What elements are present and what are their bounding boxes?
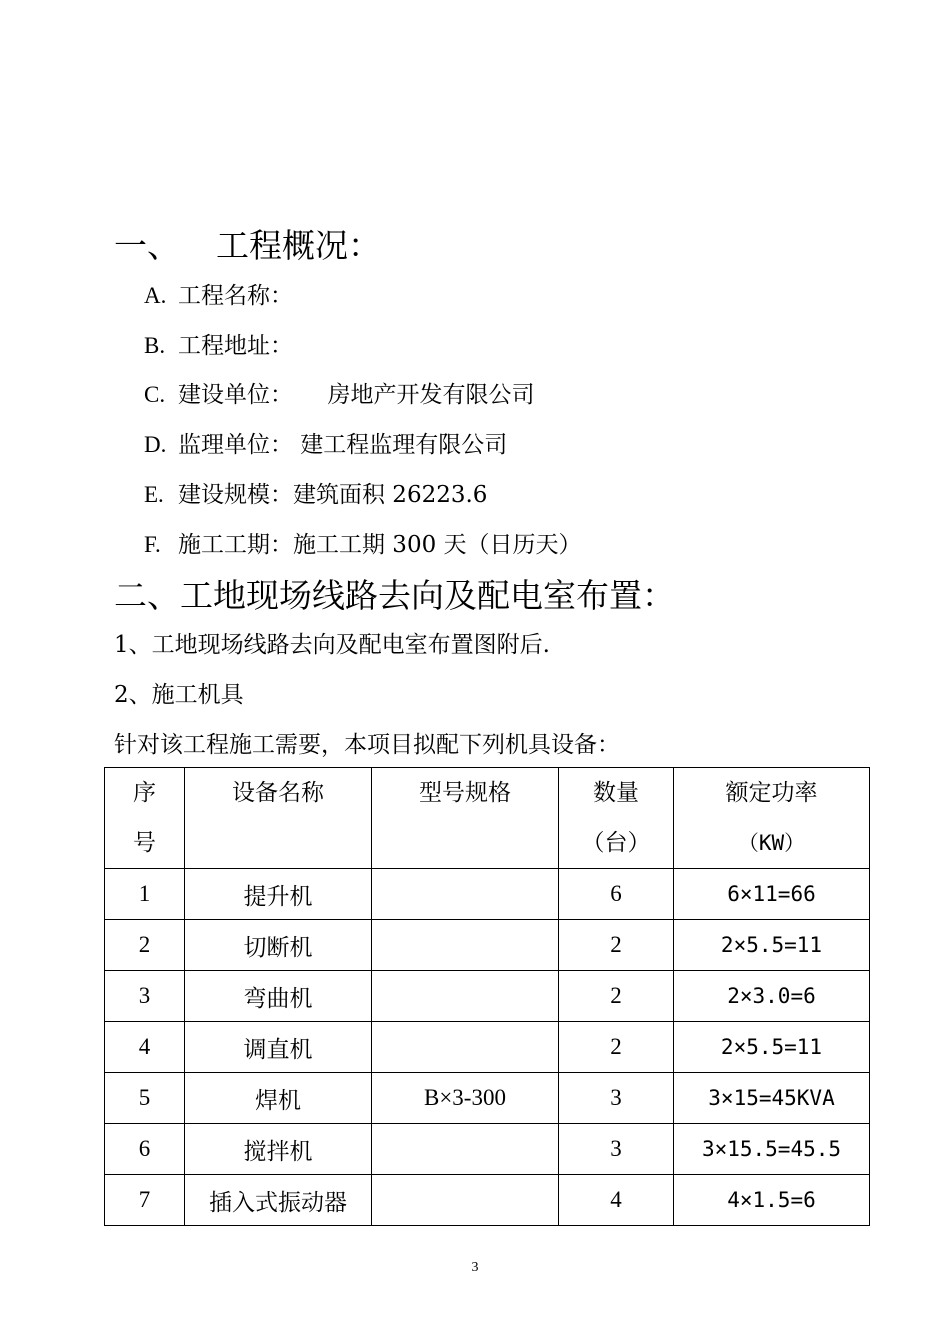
scale-line: E. 建设规模：建筑面积 26223.6 [144,482,488,508]
equipment-table [104,767,870,1226]
header-name: 设备名称 [185,768,372,869]
project-address-line: B. 工程地址： [144,333,293,359]
machinery-intro: 针对该工程施工需要，本项目拟配下列机具设备： [114,732,620,758]
section1-heading [114,226,381,266]
supervisor-line: D. 监理单位： 建工程监理有限公司 [144,432,508,458]
table-row: 3 弯曲机 2 2×3.0=6 [105,971,870,1022]
section2-title: 二、工地现场线路去向及配电室布置： [114,576,675,615]
duration-line: F. 施工工期：施工工期 300 天（日历天） [144,532,582,558]
header-model: 型号规格 [372,768,559,869]
client-line: C. 建设单位： 房地产开发有限公司 [144,382,535,408]
table-row: 4 调直机 2 2×5.5=11 [105,1022,870,1073]
table-row: 7 插入式振动器 4 4×1.5=6 [105,1175,870,1226]
header-qty: 数量 （台） [559,768,674,869]
layout-note: 1、工地现场线路去向及配电室布置图附后. [114,632,550,658]
section1-title: 工程概况： [216,226,381,265]
header-seq: 序 号 [105,768,185,869]
header-power: 额定功率 （KW） [674,768,870,869]
section1-number: 一、 [114,226,180,265]
page-number: 3 [471,1260,479,1275]
project-name-line: A. 工程名称： [144,283,293,309]
table-row: 5 焊机 B×3-300 3 3×15=45KVA [105,1073,870,1124]
table-header-row [105,768,870,869]
table-row: 2 切断机 2 2×5.5=11 [105,920,870,971]
table-row: 1 提升机 6 6×11=66 [105,869,870,920]
table-row: 6 搅拌机 3 3×15.5=45.5 [105,1124,870,1175]
machinery-heading: 2、施工机具 [114,682,244,708]
